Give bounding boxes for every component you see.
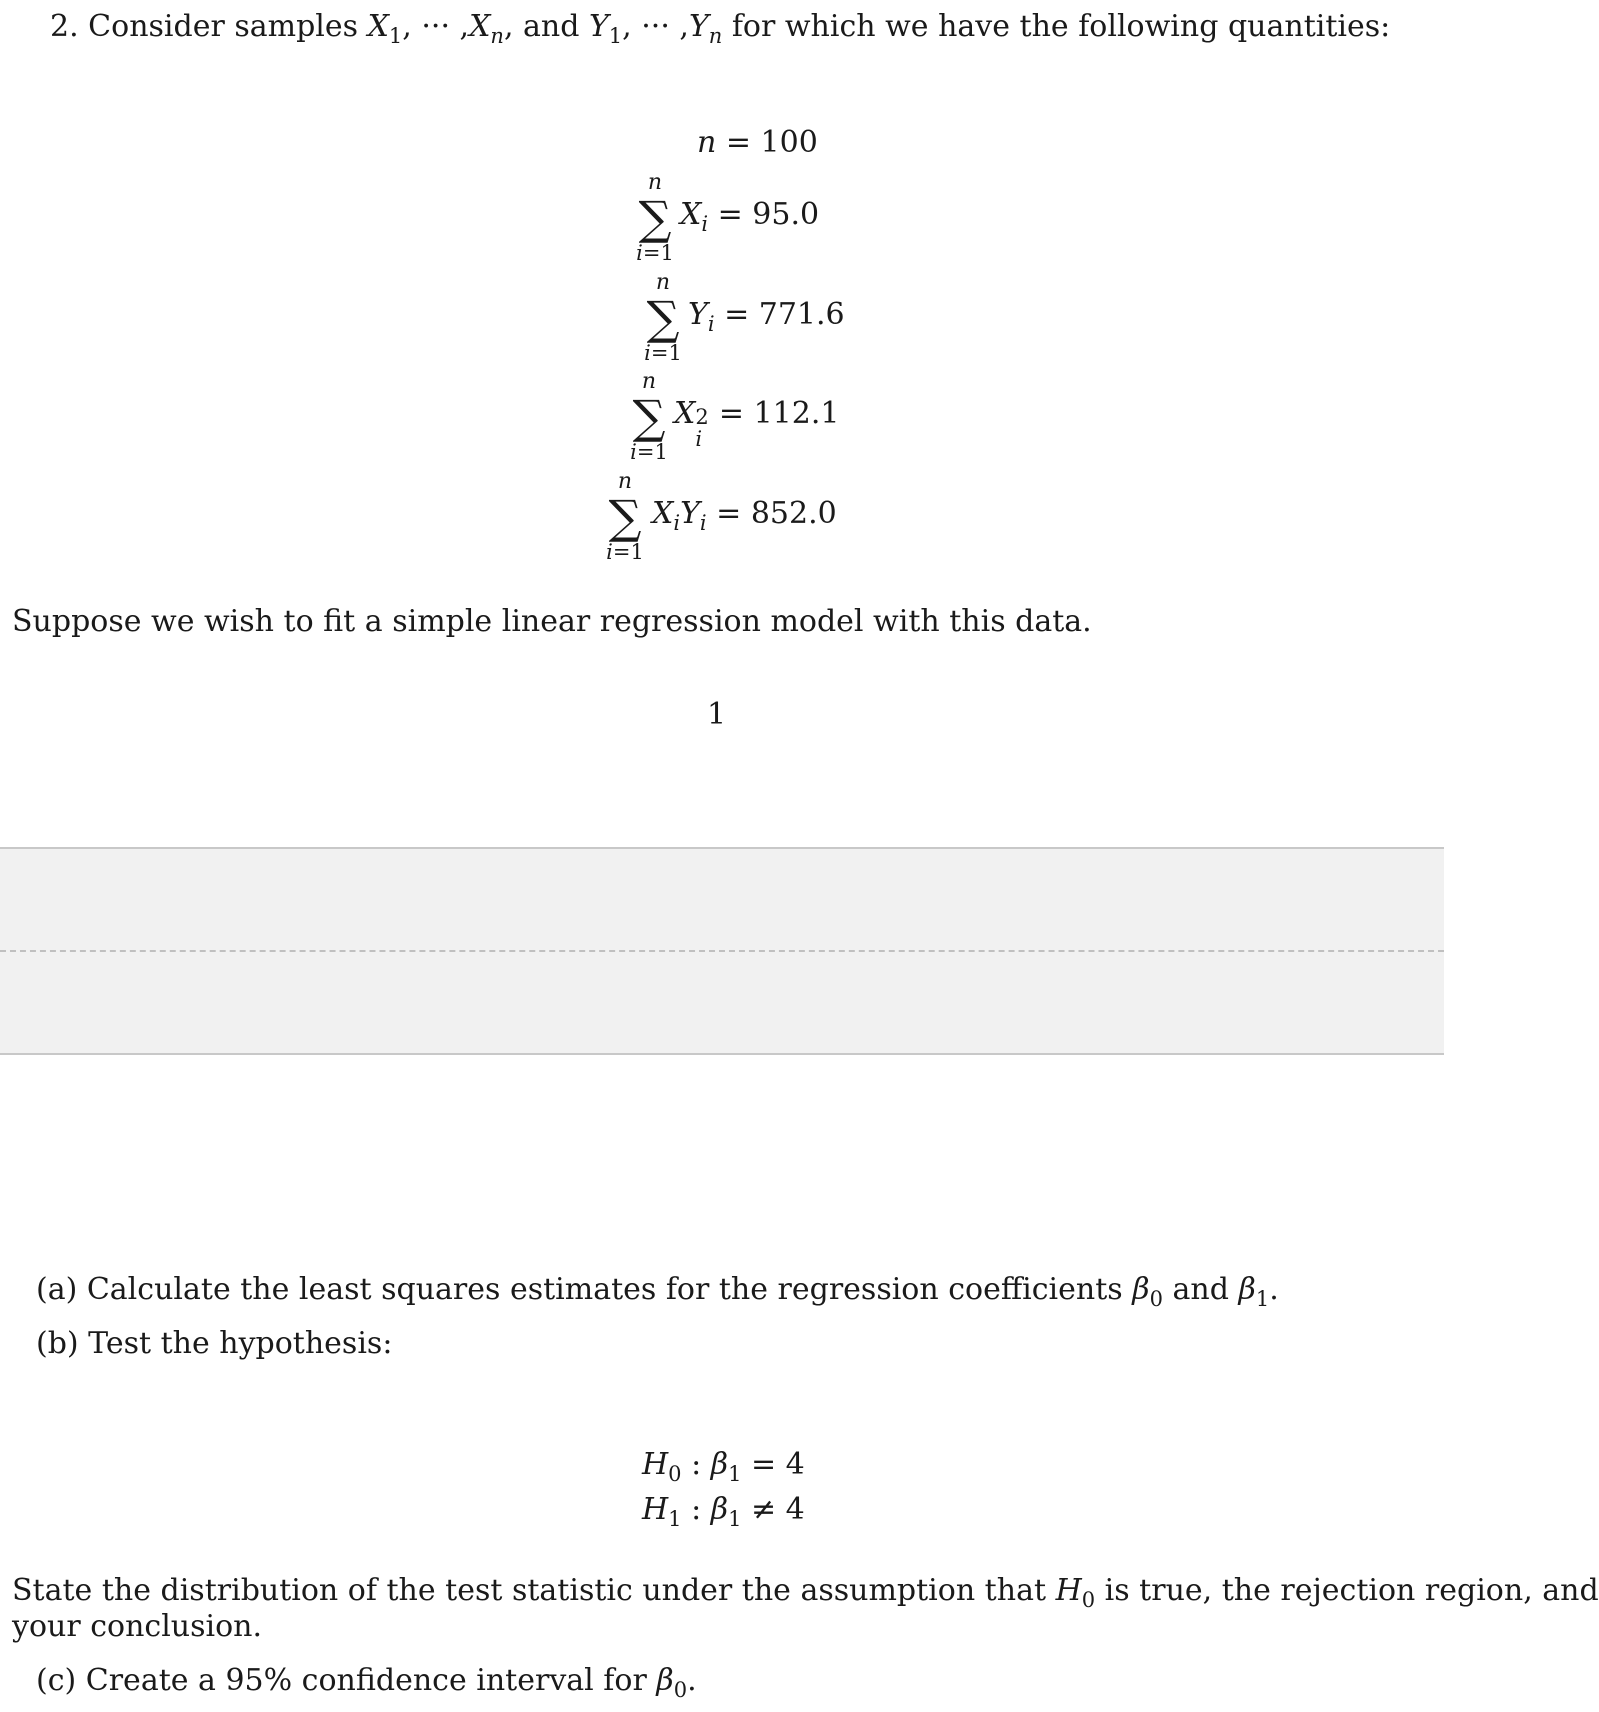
problem-number: 2.: [50, 9, 79, 44]
beta1-symbol: $\beta_1$: [1238, 1272, 1270, 1311]
sum-y-equation: $Y_i = 771.6$: [688, 297, 845, 336]
part-c: (c) Create a 95% confidence interval for $\beta_0$.: [36, 1663, 697, 1702]
beta0-symbol: $\beta_0$: [1132, 1272, 1163, 1311]
part-c-text: Create a 95% confidence interval for: [85, 1663, 647, 1698]
alternative-hypothesis: $H_1$ : $\beta_1 \ne 4$: [642, 1492, 805, 1531]
beta0-symbol: $\beta_0$: [656, 1663, 688, 1702]
var-y1: $Y_1$: [588, 9, 623, 48]
null-hypothesis: $H_0$ : $\beta_1 = 4$: [642, 1447, 805, 1486]
sum-x-squared-equation: X 2 i = 112.1: [674, 396, 840, 451]
part-b: [36, 1326, 392, 1362]
sum-x-operator: n ∑ i=1: [620, 171, 690, 265]
and-word: , and: [503, 9, 580, 44]
sigma-symbol: ∑: [638, 191, 672, 245]
suppose-text: Suppose we wish to fit a simple linear regression model with this data.: [12, 604, 1092, 639]
part-b-label: (b): [36, 1326, 79, 1361]
part-a-label: (a): [36, 1272, 78, 1307]
sum-xy-equation: $X_iY_i = 852.0$: [652, 496, 837, 535]
part-c-label: (c): [36, 1663, 77, 1698]
sigma-symbol: ∑: [608, 490, 642, 544]
sigma-symbol: ∑: [646, 291, 680, 345]
sum-x-squared-operator: n ∑ i=1: [614, 370, 684, 464]
part-a: (a) Calculate the least squares estimates for the regression coefficients $\beta_0$ and $\beta_1$.: [36, 1272, 1279, 1311]
page-number: 1: [707, 697, 727, 732]
state-text-line2: your conclusion.: [12, 1609, 263, 1644]
part-b-text: Test the hypothesis:: [88, 1326, 393, 1361]
page-break-dashed-line: [0, 950, 1444, 952]
problem-statement: [50, 9, 1390, 54]
var-yn: $Y_n$: [688, 9, 723, 48]
page-break-band: [0, 847, 1444, 1055]
sum-x-equation: $X_i = 95.0$: [680, 197, 820, 236]
ellipsis: , ··· ,: [622, 9, 689, 44]
var-xn: $X_n$: [469, 9, 504, 48]
sum-xy-operator: n ∑ i=1: [590, 470, 660, 564]
ellipsis: , ··· ,: [402, 9, 470, 44]
state-text-line1: State the distribution of the test statistic under the assumption that $H_0$ is true, the rejection region, and: [12, 1573, 1599, 1612]
var-x1: $X_1$: [367, 9, 403, 48]
sum-y-operator: n ∑ i=1: [628, 271, 698, 365]
intro-text-end: for which we have the following quantities:: [731, 9, 1391, 44]
intro-text: Consider samples: [88, 9, 359, 44]
sigma-symbol: ∑: [632, 390, 666, 444]
n-equation: n = 100: [697, 125, 818, 160]
part-a-text: Calculate the least squares estimates for the regression coefficients: [86, 1272, 1123, 1307]
